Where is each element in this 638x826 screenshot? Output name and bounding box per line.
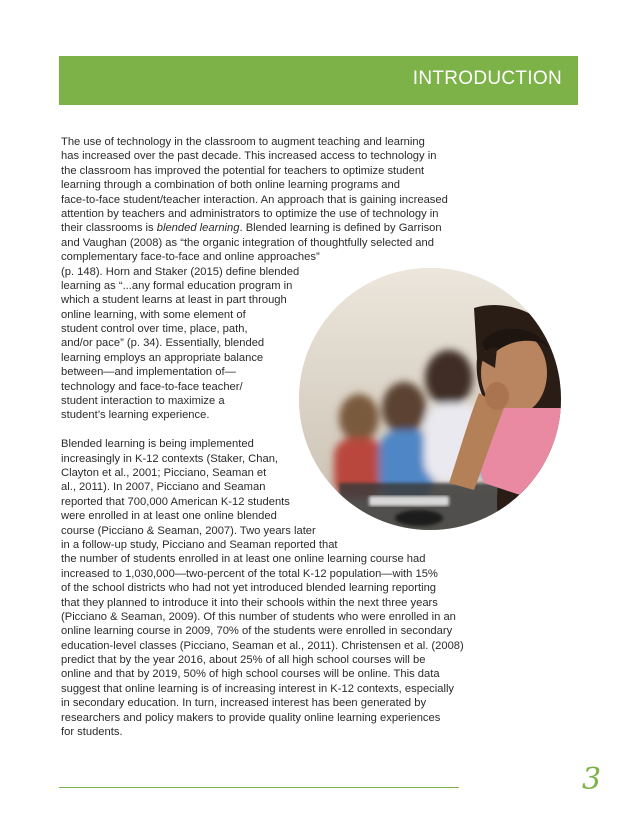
text-line: of the school districts who had not yet introduced blended learning reporting xyxy=(61,582,437,595)
text-segment: their classrooms is xyxy=(61,222,157,235)
text-line: online learning, with some element of xyxy=(61,308,246,321)
text-line: predict that by the year 2016, about 25% of all high school courses will be xyxy=(61,654,426,667)
text-line: student’s learning experience. xyxy=(61,409,210,422)
text-line: al., 2011). In 2007, Picciano and Seaman xyxy=(61,481,266,494)
text-line: the number of students enrolled in at least one online learning course had xyxy=(61,553,426,566)
text-line: learning through a combination of both online learning programs and xyxy=(61,179,400,192)
text-line xyxy=(61,221,461,235)
text-line: reported that 700,000 American K-12 students xyxy=(61,495,290,508)
body-text xyxy=(61,135,464,739)
text-line: complementary face-to-face and online approaches” xyxy=(61,251,320,264)
text-line: in secondary education. In turn, increased interest has been generated by xyxy=(61,697,427,710)
text-line: Blended learning is being implemented xyxy=(61,438,254,451)
text-line: The use of technology in the classroom to augment teaching and learning xyxy=(61,136,425,148)
text-line: learning employs an appropriate balance xyxy=(61,351,264,364)
text-line: attention by teachers and administrators to optimize the use of technology in xyxy=(61,207,439,220)
text-line: Clayton et al., 2001; Picciano, Seaman et xyxy=(61,466,267,479)
text-line: course (Picciano & Seaman, 2007). Two years later xyxy=(61,524,316,537)
text-line: between—and implementation of— xyxy=(61,366,236,379)
text-line: and Vaughan (2008) as “the organic integration of thoughtfully selected and xyxy=(61,236,434,249)
emphasis-term: blended learning xyxy=(156,222,240,235)
text-line: online learning course in 2009, 70% of the students were enrolled in secondary xyxy=(61,625,453,638)
page-number: 3 xyxy=(582,762,602,797)
text-line: face-to-face student/teacher interaction. An approach that is gaining increased xyxy=(61,193,448,206)
paragraph-2 xyxy=(61,437,464,739)
text-line: has increased over the past decade. This increased access to technology in xyxy=(61,150,437,163)
text-line: increasingly in K-12 contexts (Staker, Chan, xyxy=(61,452,279,465)
paragraph-1 xyxy=(61,135,461,423)
text-line: suggest that online learning is of increasing interest in K-12 contexts, especially xyxy=(61,682,455,695)
text-line: researchers and policy makers to provide quality online learning experiences xyxy=(61,711,441,724)
text-line: (p. 148). Horn and Staker (2015) define blended xyxy=(61,265,300,278)
text-line: online and that by 2019, 50% of high school courses will be online. This data xyxy=(61,668,440,681)
text-line: in a follow-up study, Picciano and Seaman reported that xyxy=(61,538,338,551)
text-line: were enrolled in at least one online blended xyxy=(61,510,277,523)
text-line: education-level classes (Picciano, Seaman et al., 2011). Christensen et al. (2008) xyxy=(61,639,464,652)
section-title: INTRODUCTION xyxy=(412,68,562,89)
text-line: student control over time, place, path, xyxy=(61,323,248,336)
text-line: for students. xyxy=(61,726,123,739)
text-line: that they planned to introduce it into their schools within the next three years xyxy=(61,596,438,609)
text-line: technology and face-to-face teacher/ xyxy=(61,380,243,393)
paragraph-gap xyxy=(61,423,461,437)
text-line: student interaction to maximize a xyxy=(61,395,225,408)
text-line: the classroom has improved the potential for teachers to optimize student xyxy=(61,164,425,177)
text-line: (Picciano & Seaman, 2009). Of this number of students who were enrolled in an xyxy=(61,610,456,623)
text-segment: . Blended learning is defined by Garrison xyxy=(239,222,442,235)
section-banner xyxy=(59,56,578,105)
footer-divider xyxy=(59,787,459,788)
text-line: increased to 1,030,000—two-percent of the total K-12 population—with 15% xyxy=(61,567,438,580)
text-line: and/or pace” (p. 34). Essentially, blended xyxy=(61,337,265,350)
text-line: which a student learns at least in part through xyxy=(61,294,287,307)
text-line: learning as “...any formal education program in xyxy=(61,279,293,292)
